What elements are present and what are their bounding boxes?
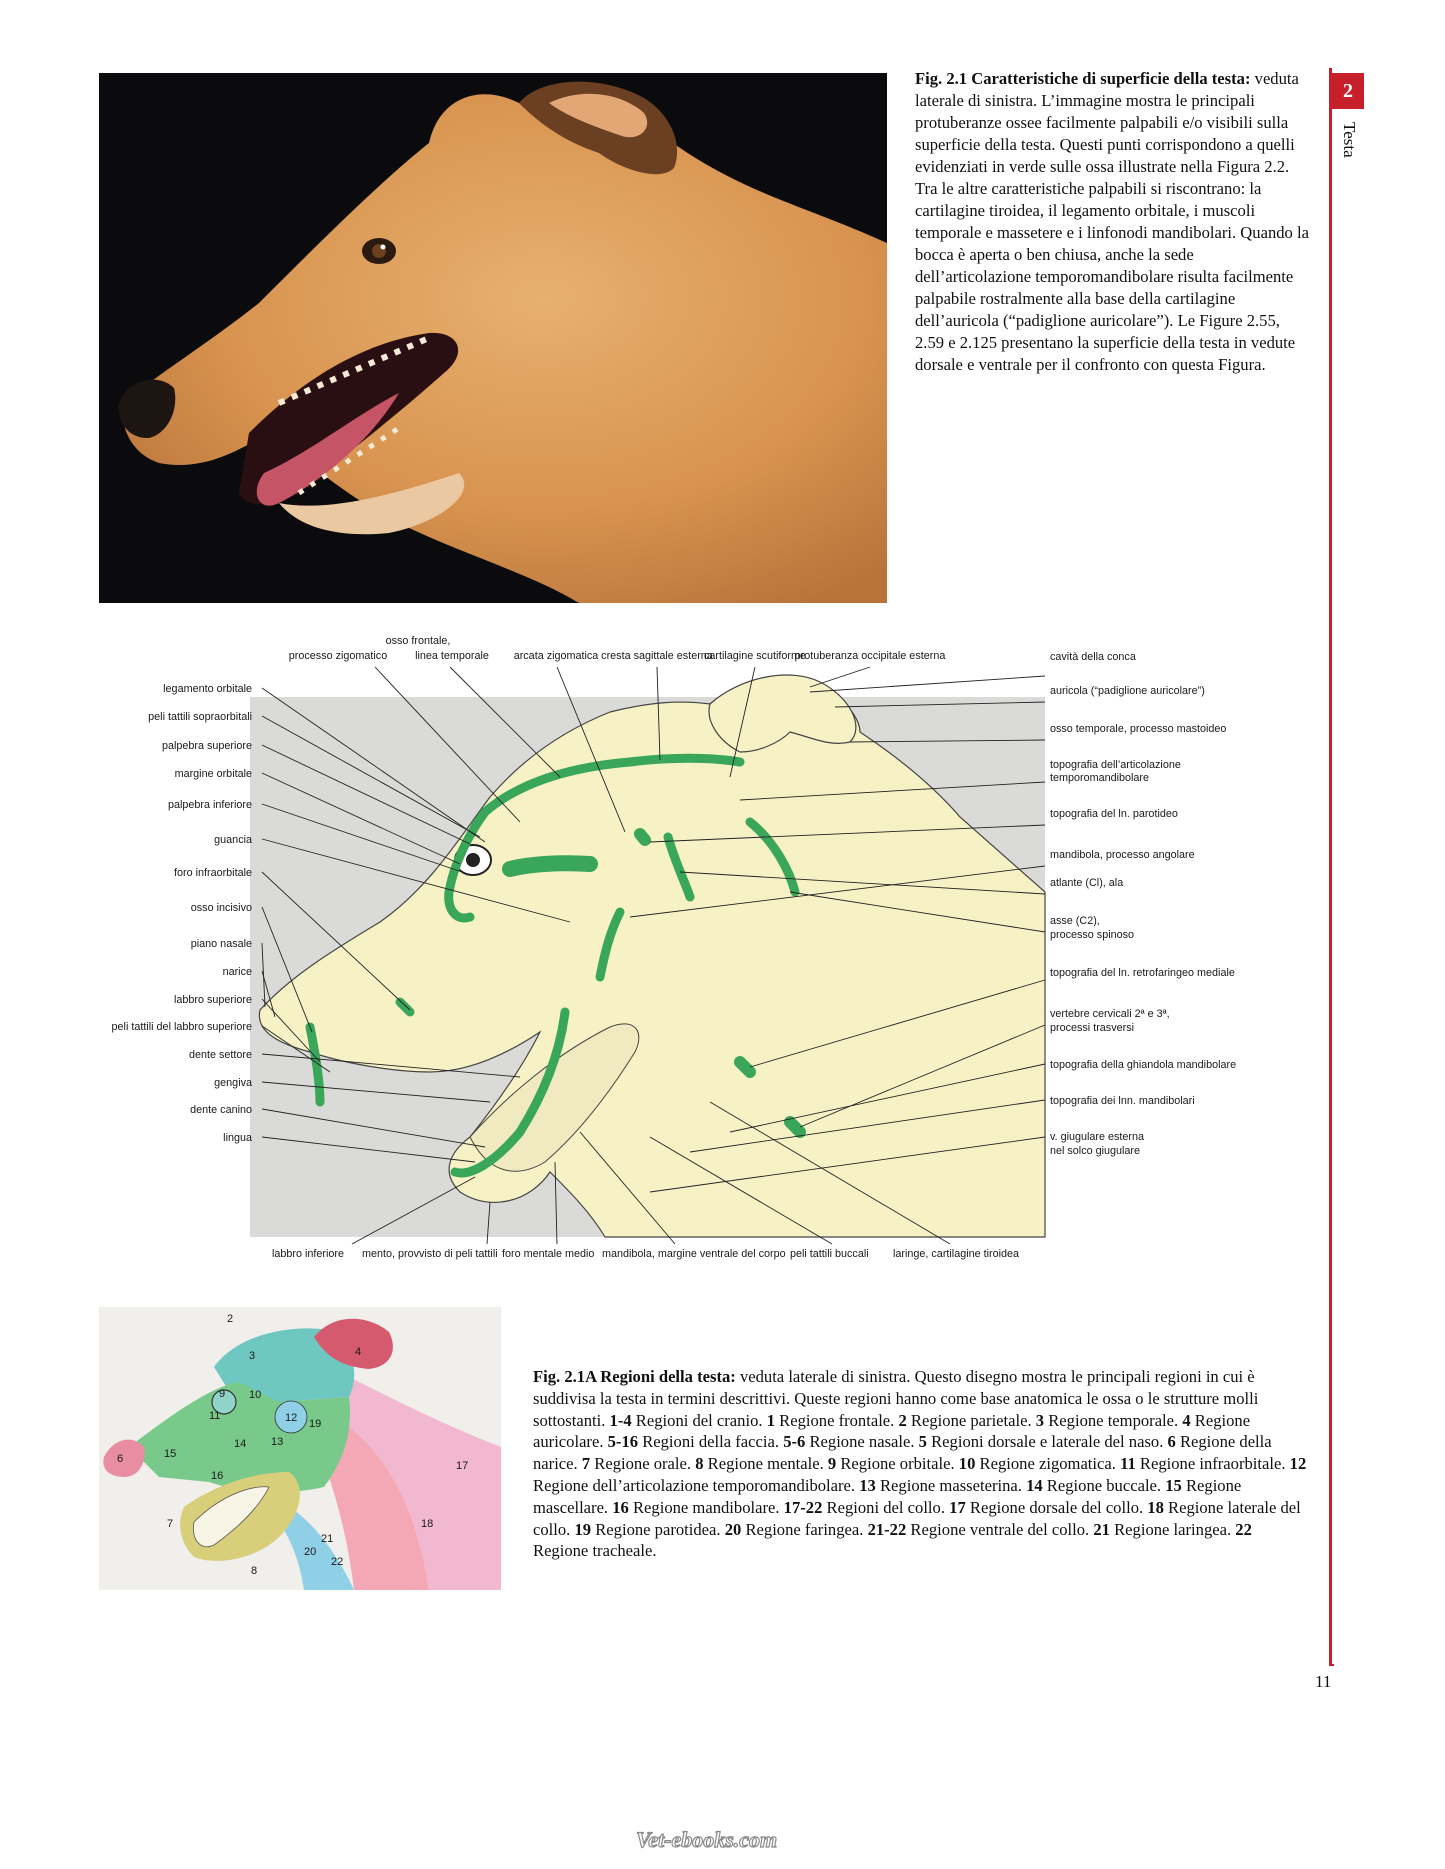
left-label-10: narice (222, 966, 252, 978)
caption-2-1A-part-50: Regione ventrale del collo. (906, 1519, 1094, 1539)
caption-2-1A-part-37: 16 (612, 1497, 629, 1517)
caption-2-1A-part-8: Regione temporale. (1044, 1410, 1183, 1430)
region-number-21: 21 (321, 1533, 334, 1545)
left-label-14: gengiva (214, 1077, 252, 1089)
caption-2-1A-part-21: 8 (695, 1454, 704, 1474)
watermark-text: Vet-ebooks.com (636, 1827, 778, 1852)
caption-2-1A-part-53: 22 (1235, 1519, 1252, 1539)
left-label-15: dente canino (190, 1104, 252, 1116)
caption-2-1A-part-35: 15 (1165, 1475, 1182, 1495)
bottom-labels (272, 1248, 1019, 1260)
head-regions-diagram (99, 1307, 501, 1590)
region-number-8: 8 (251, 1565, 258, 1577)
region-number-19: 19 (309, 1418, 322, 1430)
caption-2-1A-part-1: 1-4 (609, 1410, 632, 1430)
top-label-4: cresta sagittale esterna (601, 650, 713, 662)
caption-2-1A-part-6: Regione parietale. (906, 1410, 1036, 1430)
caption-2-1A-part-43: 18 (1147, 1497, 1164, 1517)
figure-2-1A-caption (533, 1366, 1308, 1562)
region-number-10: 10 (249, 1389, 262, 1401)
pupil-drawing (466, 853, 480, 867)
caption-2-1A-part-9: 4 (1182, 1410, 1191, 1430)
right-label-10-line2: processi trasversi (1050, 1022, 1134, 1034)
chapter-name-tab (1337, 122, 1361, 202)
right-label-1: cavità della conca (1050, 651, 1136, 663)
caption-2-1A-part-30: Regione dell’articolazione temporomandibolare. (533, 1475, 860, 1495)
retropharyngeal-mark (740, 1062, 750, 1072)
figure-2-1-caption (915, 68, 1310, 376)
right-label-11: topografia della ghiandola mandibolare (1050, 1059, 1237, 1071)
region-number-2: 2 (227, 1313, 234, 1325)
caption-2-1A-part-39: 17-22 (783, 1497, 823, 1517)
top-labels (289, 635, 946, 662)
caption-2-1A-part-44: Regione laterale del collo. (533, 1497, 1301, 1539)
caption-2-1A-part-14: Regione nasale. (805, 1432, 919, 1452)
caption-2-1A-part-2: Regioni del cranio. (631, 1410, 767, 1430)
region-number-12: 12 (285, 1412, 298, 1424)
caption-2-1A-part-23: 9 (827, 1454, 837, 1474)
caption-2-1A-part-24: Regione orbitale. (836, 1454, 959, 1474)
regions-svg (99, 1307, 501, 1590)
caption-2-1A-part-13: 5-6 (783, 1432, 806, 1452)
region-number-7: 7 (167, 1518, 174, 1530)
diagram-svg (90, 632, 1237, 1272)
caption-2-1A-part-54: Regione tracheale. (533, 1541, 657, 1561)
bottom-label-6: laringe, cartilagine tiroidea (893, 1248, 1020, 1260)
right-label-3: osso temporale, processo mastoideo (1050, 723, 1227, 735)
caption-2-1A-part-4: Regione frontale. (774, 1410, 899, 1430)
right-label-8-line2: processo spinoso (1050, 929, 1135, 941)
top-label-5: cartilagine scutiforme (703, 650, 807, 662)
caption-2-1A-part-47: 20 (724, 1519, 742, 1539)
right-label-13-line2: nel solco giugulare (1050, 1145, 1141, 1157)
top-label-2: linea temporale (415, 650, 489, 662)
chapter-number-badge: 2 (1332, 73, 1364, 109)
caption-2-1A-part-0: veduta laterale di sinistra. Questo disegno mostra le principali regioni in cui è suddivisa la testa in termini descrittivi. Queste regioni hanno come base anatomica le ossa o le strutture molli sottostanti. (533, 1367, 1259, 1430)
caption-2-1A-part-31: 13 (859, 1475, 876, 1495)
left-label-1: legamento orbitale (163, 683, 252, 695)
caption-2-1A-part-22: Regione mentale. (703, 1454, 828, 1474)
region-number-20: 20 (304, 1546, 317, 1558)
caption-2-1A-part-52: Regione laringea. (1109, 1519, 1236, 1539)
caption-2-1A-part-12: Regioni della faccia. (638, 1432, 784, 1452)
left-label-7: foro infraorbitale (173, 867, 252, 879)
bottom-label-3: foro mentale medio (502, 1248, 595, 1260)
caption-2-1A-part-40: Regioni del collo. (822, 1497, 950, 1517)
watermark-logo (632, 1823, 812, 1857)
left-label-6: guancia (214, 834, 252, 846)
left-label-4: margine orbitale (174, 768, 252, 780)
caption-2-1A-part-15: 5 (918, 1432, 927, 1452)
caption-2-1A-part-49: 21-22 (867, 1519, 907, 1539)
caption-2-1A-part-28: Regione infraorbitale. (1135, 1454, 1290, 1474)
region-number-17: 17 (456, 1460, 469, 1472)
left-label-2: peli tattili sopraorbitali (148, 711, 252, 723)
left-label-12: peli tattili del labbro superiore (111, 1021, 252, 1033)
left-label-9: piano nasale (190, 938, 252, 950)
caption-2-1A-part-20: Regione orale. (590, 1454, 696, 1474)
caption-2-1A-part-19: 7 (581, 1454, 591, 1474)
bottom-label-1: labbro inferiore (272, 1248, 345, 1260)
region-number-15: 15 (164, 1448, 177, 1460)
caption-2-1A-part-29: 12 (1289, 1454, 1307, 1474)
caption-2-1A-part-51: 21 (1093, 1519, 1110, 1539)
figure-2-1A-title: Fig. 2.1A Regioni della testa: (533, 1367, 736, 1386)
right-label-5: topografia del ln. parotideo (1050, 808, 1178, 820)
caption-2-1A-part-36: Regione mascellare. (533, 1475, 1242, 1517)
watermark-svg (632, 1823, 812, 1857)
right-label-4-line1: topografia dell’articolazione (1050, 759, 1181, 771)
right-label-9: topografia del ln. retrofaringeo mediale (1050, 967, 1235, 979)
caption-2-1A-part-11: 5-16 (607, 1432, 639, 1452)
region-number-18: 18 (421, 1518, 434, 1530)
caption-2-1A-part-18: Regione della narice. (533, 1432, 1272, 1474)
caption-2-1A-part-34: Regione buccale. (1042, 1475, 1166, 1495)
top-label-6: protuberanza occipitale esterna (794, 650, 946, 662)
top-label-1-line2: processo zigomatico (288, 650, 388, 662)
caption-2-1A-part-45: 19 (574, 1519, 592, 1539)
right-labels (1050, 651, 1236, 1157)
left-label-16: lingua (223, 1132, 252, 1144)
bottom-label-5: peli tattili buccali (790, 1248, 869, 1260)
caption-2-1A-part-26: Regione zigomatica. (975, 1454, 1121, 1474)
caption-2-1A-part-16: Regioni dorsale e laterale del naso. (926, 1432, 1168, 1452)
region-number-6: 6 (117, 1453, 124, 1465)
caption-2-1A-part-42: Regione dorsale del collo. (965, 1497, 1148, 1517)
region-number-13: 13 (271, 1436, 284, 1448)
page-number: 11 (1315, 1672, 1332, 1691)
caption-2-1A-part-46: Regione parotidea. (591, 1519, 725, 1539)
right-label-13-line1: v. giugulare esterna (1050, 1131, 1145, 1143)
head-surface-diagram (90, 632, 1237, 1272)
region-number-11: 11 (209, 1410, 221, 1422)
figure-2-1-text: veduta laterale di sinistra. L’immagine mostra le principali protuberanze ossee facilmente palpabili e/o visibili sulla superficie della testa. Questi punti corrispondono a quelli evidenziati in verde sulle ossa illustrate nella Figura 2.2. Tra le altre caratteristiche palpabili si riscontrano: la cartilagine tiroidea, il legamento orbitale, i muscoli temporale e massetere e i linfonodi mandibolari. Quando la bocca è aperta o ben chiusa, anche la sede dell’articolazione temporomandibolare risulta facilmente palpabile rostralmente alla base della cartilagine dell’auricola (“padiglione auricolare”). Le Figure 2.55, 2.59 e 2.125 presentano la superficie della testa in vedute dorsale e ventrale per il confronto con questa Figura. (915, 69, 1309, 374)
bottom-label-2: mento, provvisto di peli tattili (362, 1248, 498, 1260)
region-number-14: 14 (234, 1438, 247, 1450)
left-label-3: palpebra superiore (161, 740, 252, 752)
bottom-label-4: mandibola, margine ventrale del corpo (602, 1248, 786, 1260)
caption-2-1A-part-33: 14 (1026, 1475, 1043, 1495)
chapter-bottom-rule (1329, 1664, 1334, 1666)
caption-2-1A-part-10: Regione auricolare. (533, 1410, 1251, 1452)
figure-2-1A-text (533, 1367, 1306, 1560)
zygomatic-arch-mark (510, 863, 590, 869)
region-number-9: 9 (219, 1388, 226, 1400)
caption-2-1A-part-17: 6 (1167, 1432, 1176, 1452)
right-label-12: topografia dei lnn. mandibolari (1050, 1095, 1195, 1107)
left-labels (112, 683, 252, 1144)
caption-2-1A-part-5: 2 (898, 1410, 907, 1430)
greyhound-head-photo (99, 73, 887, 603)
region-number-22: 22 (331, 1556, 344, 1568)
chapter-name-text: Testa (1340, 122, 1359, 158)
right-label-6: mandibola, processo angolare (1050, 849, 1195, 861)
parotid-mark (640, 834, 645, 840)
right-label-10-line1: vertebre cervicali 2ª e 3ª, (1050, 1008, 1170, 1020)
right-label-4-line2: temporomandibolare (1050, 772, 1150, 784)
top-label-1-line1: osso frontale, (385, 635, 451, 647)
left-label-5: palpebra inferiore (167, 799, 252, 811)
region-number-16: 16 (211, 1470, 224, 1482)
caption-2-1A-part-48: Regione faringea. (741, 1519, 868, 1539)
region-number-3: 3 (249, 1350, 256, 1362)
caption-2-1A-part-41: 17 (949, 1497, 966, 1517)
right-label-7: atlante (Cl), ala (1050, 877, 1124, 889)
right-label-2: auricola (“padiglione auricolare”) (1050, 685, 1205, 697)
region-number-4: 4 (355, 1346, 362, 1358)
caption-2-1A-part-3: 1 (766, 1410, 775, 1430)
vertebra-mark (790, 1122, 800, 1132)
top-label-3: arcata zigomatica (513, 650, 599, 662)
caption-2-1A-part-38: Regione mandibolare. (628, 1497, 784, 1517)
left-label-13: dente settore (188, 1049, 252, 1061)
caption-2-1A-part-27: 11 (1120, 1454, 1136, 1474)
caption-2-1A-part-7: 3 (1035, 1410, 1045, 1430)
left-label-11: labbro superiore (173, 994, 252, 1006)
right-label-8-line1: asse (C2), (1050, 915, 1100, 927)
left-label-8: osso incisivo (190, 902, 252, 914)
dog-photo-illustration (99, 73, 887, 603)
figure-2-1-title: Fig. 2.1 Caratteristiche di superficie della testa: (915, 69, 1251, 88)
chapter-side-rule (1329, 68, 1332, 1666)
caption-2-1A-part-32: Regione masseterina. (875, 1475, 1027, 1495)
caption-2-1A-part-25: 10 (958, 1454, 976, 1474)
